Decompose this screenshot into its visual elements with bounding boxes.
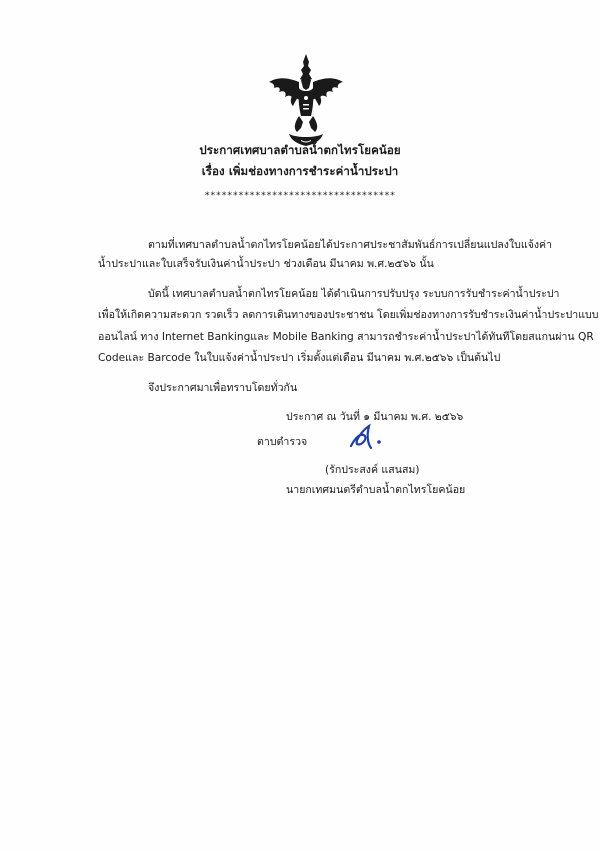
paragraph2-line1: บัดนี้ เทศบาลตำบลน้ำตกไทรโยคน้อย ได้ดำเนินการปรับปรุง ระบบการรับชำระค่าน้ำประปา [148, 288, 560, 300]
paragraph1-line2: น้ำประปาและใบเสร็จรับเงินค่าน้ำประปา ช่วงเดือน มีนาคม พ.ศ.๒๕๖๖ นั้น [98, 258, 434, 270]
signature-icon [345, 416, 387, 458]
paragraph2-line2: เพื่อให้เกิดความสะดวก รวดเร็ว ลดการเดินทางของประชาชน โดยเพิ่มช่องทางการรับชำระเงินค่าน้ำประปาแบบ [98, 309, 599, 321]
garuda-emblem-icon [265, 52, 347, 148]
separator-line: ********************************** [204, 191, 396, 201]
paragraph1-line1: ตามที่เทศบาลตำบลน้ำตกไทรโยคน้อยได้ประกาศประชาสัมพันธ์การเปลี่ยนแปลงใบแจ้งค่า [148, 239, 553, 251]
signer-title: นายกเทศมนตรีตำบลน้ำตกไทรโยคน้อย [286, 484, 466, 496]
announcement-subject: เรื่อง เพิ่มช่องทางการชำระค่าน้ำประปา [201, 164, 399, 178]
signer-name: (รักประสงค์ แสนสม) [325, 464, 420, 476]
stamp-text: ตาบตำรวจ [257, 436, 308, 448]
announcement-date: ประกาศ ณ วันที่ ๑ มีนาคม พ.ศ. ๒๕๖๖ [286, 411, 464, 423]
paragraph2-line3: ออนไลน์ ทาง Internet Bankingและ Mobile Banking สามารถชำระค่าน้ำประปาได้ทันทีโดยสแกนผ่าน QR [98, 331, 594, 343]
closing-statement: จึงประกาศมาเพื่อทราบโดยทั่วกัน [148, 382, 298, 394]
announcement-title: ประกาศเทศบาลตำบลน้ำตกไทรโยคน้อย [199, 143, 401, 157]
paragraph2-line4: Codeและ Barcode ในใบแจ้งค่าน้ำประปา เริ่มตั้งแต่เดือน มีนาคม พ.ศ.๒๕๖๖ เป็นต้นไป [98, 352, 501, 364]
